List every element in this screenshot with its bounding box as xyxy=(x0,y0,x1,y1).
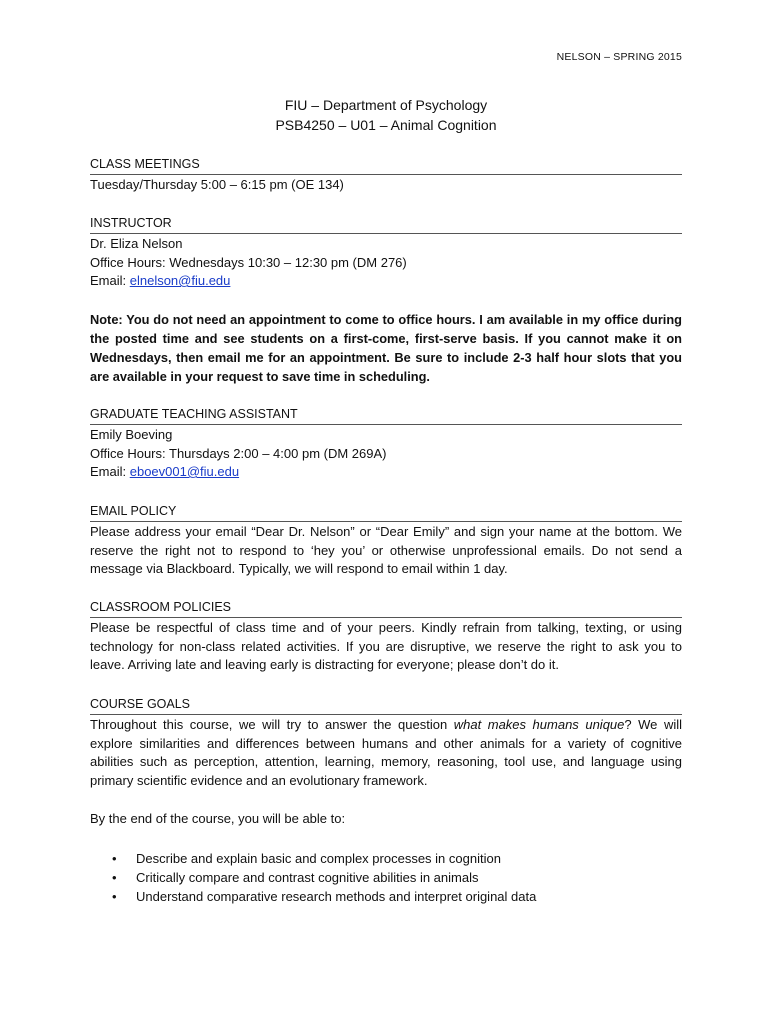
email-label: Email: xyxy=(90,464,130,479)
instructor-office-hours: Office Hours: Wednesdays 10:30 – 12:30 pm (DM 276) xyxy=(90,254,407,270)
section-heading: EMAIL POLICY xyxy=(90,502,682,522)
bullet-icon: • xyxy=(112,870,117,885)
section-classroom-policies xyxy=(90,598,682,675)
gta-details xyxy=(90,426,682,482)
instructor-name: Dr. Eliza Nelson xyxy=(90,236,183,251)
goal-text: Understand comparative research methods and interpret original data xyxy=(136,889,537,904)
section-gta xyxy=(90,405,682,482)
gta-name: Emily Boeving xyxy=(90,427,173,442)
bullet-icon: • xyxy=(112,851,117,866)
section-heading: CLASS MEETINGS xyxy=(90,155,682,175)
class-meetings-text: Tuesday/Thursday 5:00 – 6:15 pm (OE 134) xyxy=(90,177,344,192)
instructor-email-line xyxy=(90,272,682,291)
section-class-meetings xyxy=(90,155,682,195)
section-instructor xyxy=(90,214,682,291)
course-code-title: PSB4250 – U01 – Animal Cognition xyxy=(275,117,497,133)
gta-office-hours: Office Hours: Thursdays 2:00 – 4:00 pm (DM 269A) xyxy=(90,445,387,461)
goals-question: what makes humans unique xyxy=(453,717,625,732)
goals-intro: By the end of the course, you will be able to: xyxy=(90,811,346,826)
list-item xyxy=(90,849,682,868)
section-course-goals xyxy=(90,695,682,790)
section-email-policy xyxy=(90,502,682,579)
instructor-email-link[interactable]: elnelson@fiu.edu xyxy=(129,273,231,288)
email-label: Email: xyxy=(90,273,130,288)
section-heading: GRADUATE TEACHING ASSISTANT xyxy=(90,405,682,425)
course-title xyxy=(90,95,682,135)
gta-email-link[interactable]: eboev001@fiu.edu xyxy=(129,464,240,479)
goal-text: Critically compare and contrast cognitive abilities in animals xyxy=(136,870,479,885)
list-item xyxy=(90,868,682,887)
gta-email-line xyxy=(90,463,682,482)
instructor-details xyxy=(90,235,682,291)
classroom-policies-text: Please be respectful of class time and of your peers. Kindly refrain from talking, texting, or using technology for non-class related activities. If you are disruptive, we reserve the right to ask you to leave. Arriving late and leaving early is distracting for everyone; please don’t do it. xyxy=(90,620,682,672)
course-goals-text xyxy=(90,716,682,790)
office-hours-note: Note: You do not need an appointment to come to office hours. I am available in my office during the posted time and see students on a first-come, first-serve basis. If you cannot make it on Wednesdays, then email me for an appointment. Be sure to include 2-3 half hour slots that you are available in your request to save time in scheduling. xyxy=(90,312,682,384)
goals-text-start: Throughout this course, we will try to answer the question xyxy=(90,717,454,732)
running-head: NELSON – SPRING 2015 xyxy=(556,51,682,63)
department-title: FIU – Department of Psychology xyxy=(284,97,488,113)
email-policy-text: Please address your email “Dear Dr. Nelson” or “Dear Emily” and sign your name at the bottom. We reserve the right not to respond to ‘hey you’ or otherwise unprofessional emails. Do not send a message via Blackboard. Typically, we will respond to email within 1 day. xyxy=(90,524,682,576)
section-heading: COURSE GOALS xyxy=(90,695,682,715)
bullet-icon: • xyxy=(112,889,117,904)
list-item xyxy=(90,887,682,906)
section-heading: CLASSROOM POLICIES xyxy=(90,598,682,618)
section-heading: INSTRUCTOR xyxy=(90,214,682,234)
goals-list xyxy=(90,849,682,906)
goals-text-end: ? We will explore similarities and differences between humans and other animals for a variety of cognitive abilities such as perception, attention, learning, memory, reasoning, tool use, and language using primary scientific evidence and an evolutionary framework. xyxy=(90,717,682,788)
goal-text: Describe and explain basic and complex processes in cognition xyxy=(136,851,501,866)
goals-list-wrapper xyxy=(90,849,682,906)
